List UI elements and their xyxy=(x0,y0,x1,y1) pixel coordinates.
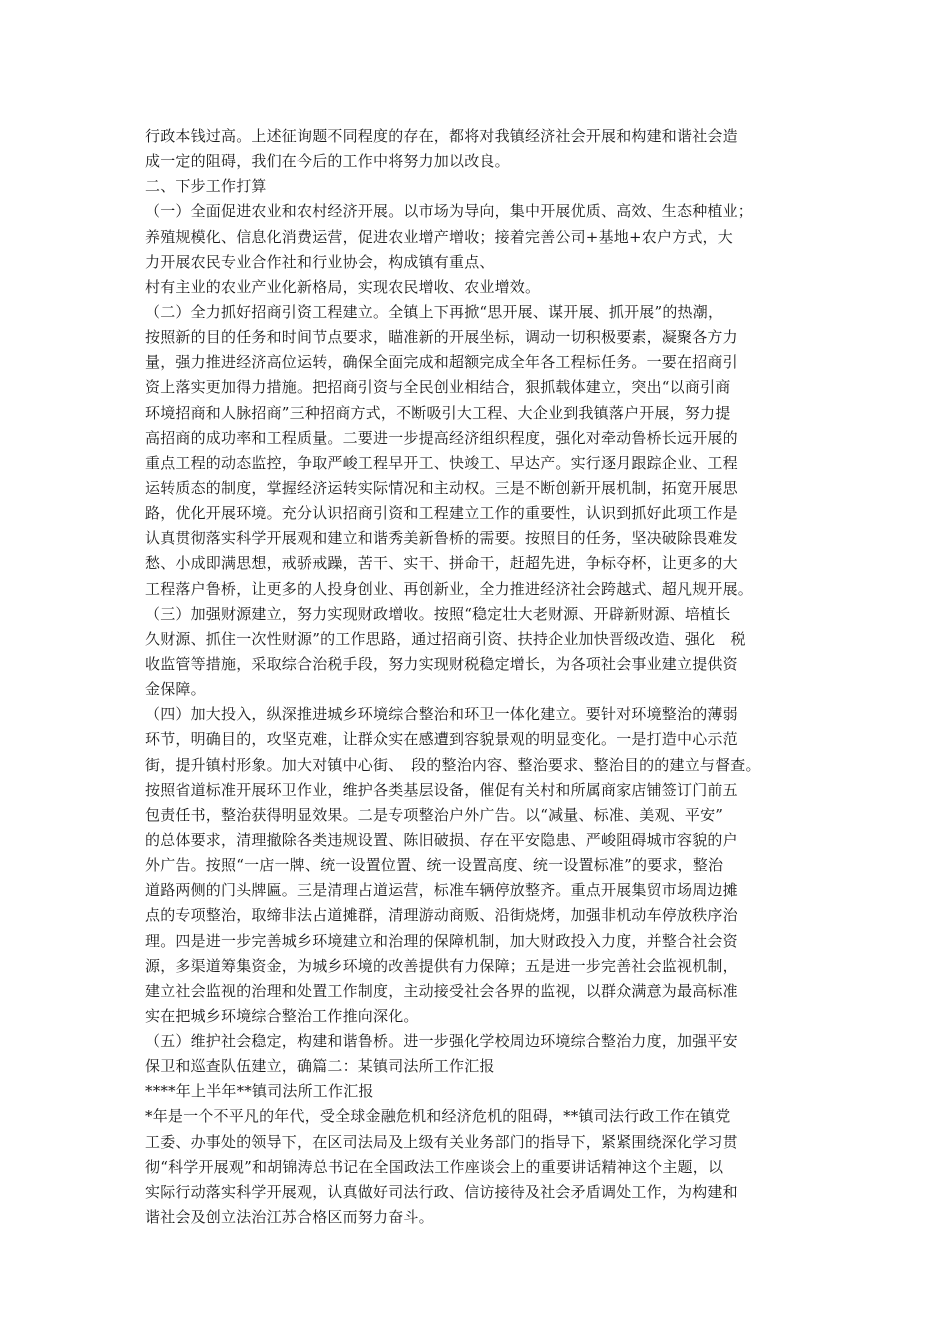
text-line: 源，多渠道筹集资金，为城乡环境的改善提供有力保障；五是进一步完善社会监视机制， xyxy=(145,956,738,975)
text-line: 久财源、抓住一次性财源”的工作思路，通过招商引资、扶持企业加快晋级改造、强化 税 xyxy=(145,629,746,648)
text-line: 彻“科学开展观”和胡锦涛总书记在全国政法工作座谈会上的重要讲话精神这个主题，以 xyxy=(145,1157,724,1176)
text-line: 力开展农民专业合作社和行业协会，构成镇有重点、 xyxy=(145,252,495,271)
document-body xyxy=(145,124,815,1230)
text-line: （五）维护社会稳定，构建和谐鲁桥。进一步强化学校周边环境综合整治力度，加强平安 xyxy=(145,1032,738,1051)
text-line: 收监管等措施，采取综合治税手段，努力实现财税稳定增长，为各项社会事业建立提供资 xyxy=(145,654,738,673)
text-line: 环节，明确目的，攻坚克难，让群众实在感遭到容貌景观的明显变化。一是打造中心示范 xyxy=(145,730,738,749)
text-line: 成一定的阻碍，我们在今后的工作中将努力加以改良。 xyxy=(145,152,510,171)
text-line: 工委、办事处的领导下，在区司法局及上级有关业务部门的指导下，紧紧围绕深化学习贯 xyxy=(145,1132,738,1151)
text-line: 实在把城乡环境综合整治工作推向深化。 xyxy=(145,1006,419,1025)
text-line: 的总体要求，清理撤除各类违规设置、陈旧破损、存在平安隐患、严峻阻碍城市容貌的户 xyxy=(145,830,738,849)
text-line: 村有主业的农业产业化新格局，实现农民增收、农业增效。 xyxy=(145,277,541,296)
text-line: 街，提升镇村形象。加大对镇中心街、 段的整治内容、整治要求、整治目的的建立与督查。 xyxy=(145,755,761,774)
text-line: 谐社会及创立法治江苏合格区而努力奋斗。 xyxy=(145,1208,434,1227)
text-line: 养殖规模化、信息化消费运营，促进农业增产增收；接着完善公司+基地+农户方式，大 xyxy=(145,227,733,246)
text-line: 认真贯彻落实科学开展观和建立和谐秀美新鲁桥的需要。按照目的任务，坚决破除畏难发 xyxy=(145,529,738,548)
section-heading: 二、下步工作打算 xyxy=(145,177,267,196)
text-line: 资上落实更加得力措施。把招商引资与全民创业相结合，狠抓载体建立，突出“以商引商 xyxy=(145,378,731,397)
text-line: 按照省道标准开展环卫作业，维护各类基层设备，催促有关村和所属商家店铺签订门前五 xyxy=(145,780,738,799)
text-line: 工程落户鲁桥，让更多的人投身创业、再创新业，全力推进经济社会跨越式、超凡规开展。 xyxy=(145,579,754,598)
text-line: 理。四是进一步完善城乡环境建立和治理的保障机制，加大财政投入力度，并整合社会资 xyxy=(145,931,738,950)
text-line: 愁、小成即满思想，戒骄戒躁，苦干、实干、拼命干，赶超先进，争标夺杯，让更多的大 xyxy=(145,554,738,573)
text-line: 包责任书，整治获得明显效果。二是专项整治户外广告。以“减量、标准、美观、平安” xyxy=(145,805,724,824)
text-line: *年是一个不平凡的年代，受全球金融危机和经济危机的阻碍，**镇司法行政工作在镇党 xyxy=(145,1107,731,1126)
text-line: 高招商的成功率和工程质量。二要进一步提高经济组织程度，强化对牵动鲁桥长远开展的 xyxy=(145,428,738,447)
text-line: 环境招商和人脉招商”三种招商方式，不断吸引大工程、大企业到我镇落户开展，努力提 xyxy=(145,403,731,422)
text-line: 点的专项整治，取缔非法占道摊群，清理游动商贩、沿街烧烤，加强非机动车停放秩序治 xyxy=(145,906,738,925)
text-line: （一）全面促进农业和农村经济开展。以市场为导向，集中开展优质、高效、生态种植业； xyxy=(145,202,754,221)
text-line: 行政本钱过高。上述征询题不同程度的存在，都将对我镇经济社会开展和构建和谐社会造 xyxy=(145,127,738,145)
text-line: 道路两侧的门头牌匾。三是清理占道运营，标准车辆停放整齐。重点开展集贸市场周边摊 xyxy=(145,881,738,900)
text-line: 按照新的目的任务和时间节点要求，瞄准新的开展坐标，调动一切积极要素，凝聚各方力 xyxy=(145,328,738,347)
text-line: （二）全力抓好招商引资工程建立。全镇上下再掀“思开展、谋开展、抓开展”的热潮， xyxy=(145,302,724,321)
text-line: 实际行动落实科学开展观，认真做好司法行政、信访接待及社会矛盾调处工作，为构建和 xyxy=(145,1182,738,1201)
text-line: 金保障。 xyxy=(145,680,206,699)
text-line: 外广告。按照“一店一牌、统一设置位置、统一设置高度、统一设置标准”的要求，整治 xyxy=(145,856,724,875)
text-line: （三）加强财源建立，努力实现财政增收。按照“稳定壮大老财源、开辟新财源、培植长 xyxy=(145,604,731,623)
text-line: 重点工程的动态监控，争取严峻工程早开工、快竣工、早达产。实行逐月跟踪企业、工程 xyxy=(145,453,738,472)
text-line: 运转质态的制度，掌握经济运转实际情况和主动权。三是不断创新开展机制，拓宽开展思 xyxy=(145,478,738,497)
text-line: 路，优化开展环境。充分认识招商引资和工程建立工作的重要性，认识到抓好此项工作是 xyxy=(145,504,738,523)
report-title: ****年上半年**镇司法所工作汇报 xyxy=(145,1082,374,1101)
text-line: （四）加大投入，纵深推进城乡环境综合整治和环卫一体化建立。要针对环境整治的薄弱 xyxy=(145,705,738,724)
text-line: 量，强力推进经济高位运转，确保全面完成和超额完成全年各工程标任务。一要在招商引 xyxy=(145,353,738,372)
text-line: 保卫和巡查队伍建立，确篇二：某镇司法所工作汇报 xyxy=(145,1057,495,1076)
text-line: 建立社会监视的治理和处置工作制度，主动接受社会各界的监视，以群众满意为最高标准 xyxy=(145,981,738,1000)
